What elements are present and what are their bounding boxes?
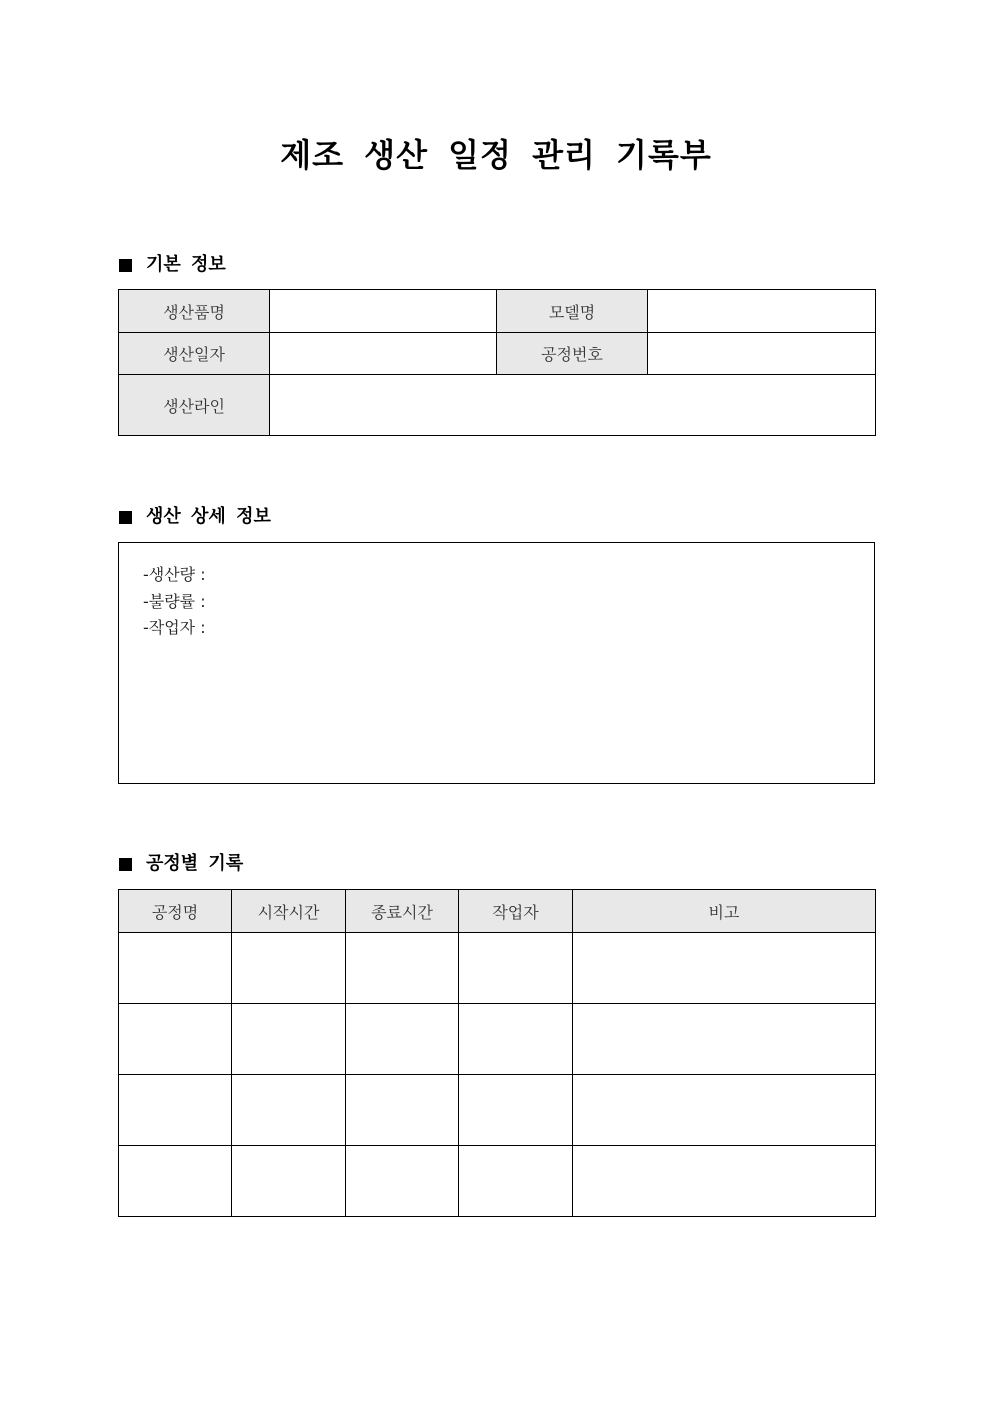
process-number-label: 공정번호 (497, 333, 648, 375)
table-cell[interactable] (232, 1004, 346, 1075)
production-date-field[interactable] (270, 333, 497, 375)
model-name-field[interactable] (648, 290, 876, 333)
table-row (119, 333, 876, 375)
section-heading-label: 기본 정보 (146, 254, 226, 275)
production-line-field[interactable] (270, 375, 876, 436)
product-name-field[interactable] (270, 290, 497, 333)
worker-line: -작업자 : (143, 618, 206, 637)
table-cell[interactable] (232, 1146, 346, 1217)
column-header-end-time: 종료시간 (346, 890, 459, 933)
production-detail-box[interactable] (118, 542, 875, 784)
production-quantity-line: -생산량 : (143, 565, 206, 584)
defect-rate-line: -불량률 : (143, 591, 206, 611)
column-header-process-name: 공정명 (119, 890, 232, 933)
section-heading-production-detail (119, 505, 271, 529)
basic-info-table (118, 289, 876, 436)
table-row (119, 1004, 876, 1075)
table-cell[interactable] (459, 933, 573, 1004)
table-cell[interactable] (119, 1004, 232, 1075)
production-date-label: 생산일자 (119, 333, 270, 375)
table-cell[interactable] (459, 1004, 573, 1075)
table-cell[interactable] (232, 1075, 346, 1146)
table-row (119, 1146, 876, 1217)
process-records-table (118, 889, 876, 1217)
section-heading-process-records (119, 852, 243, 876)
production-line-label: 생산라인 (119, 375, 270, 436)
production-detail-lines (143, 562, 206, 642)
table-cell[interactable] (573, 933, 876, 1004)
table-row (119, 1075, 876, 1146)
square-bullet-icon (119, 858, 132, 871)
table-cell[interactable] (346, 1075, 459, 1146)
process-number-field[interactable] (648, 333, 876, 375)
table-row (119, 933, 876, 1004)
table-row (119, 290, 876, 333)
table-cell[interactable] (459, 1146, 573, 1217)
column-header-remarks: 비고 (573, 890, 876, 933)
table-cell[interactable] (346, 1146, 459, 1217)
table-cell[interactable] (573, 1004, 876, 1075)
table-cell[interactable] (573, 1146, 876, 1217)
square-bullet-icon (119, 259, 132, 272)
product-name-label: 생산품명 (119, 290, 270, 333)
table-cell[interactable] (119, 1075, 232, 1146)
model-name-label: 모델명 (497, 290, 648, 333)
column-header-worker: 작업자 (459, 890, 573, 933)
table-cell[interactable] (119, 1146, 232, 1217)
document-title: 제조 생산 일정 관리 기록부 (280, 136, 712, 174)
table-cell[interactable] (232, 933, 346, 1004)
section-heading-label: 생산 상세 정보 (146, 506, 271, 527)
table-cell[interactable] (119, 933, 232, 1004)
table-cell[interactable] (346, 1004, 459, 1075)
section-heading-basic-info (119, 253, 226, 277)
table-header-row (119, 890, 876, 933)
table-row (119, 375, 876, 436)
column-header-start-time: 시작시간 (232, 890, 346, 933)
section-heading-label: 공정별 기록 (146, 853, 244, 874)
table-cell[interactable] (573, 1075, 876, 1146)
table-cell[interactable] (459, 1075, 573, 1146)
table-cell[interactable] (346, 933, 459, 1004)
square-bullet-icon (119, 511, 132, 524)
